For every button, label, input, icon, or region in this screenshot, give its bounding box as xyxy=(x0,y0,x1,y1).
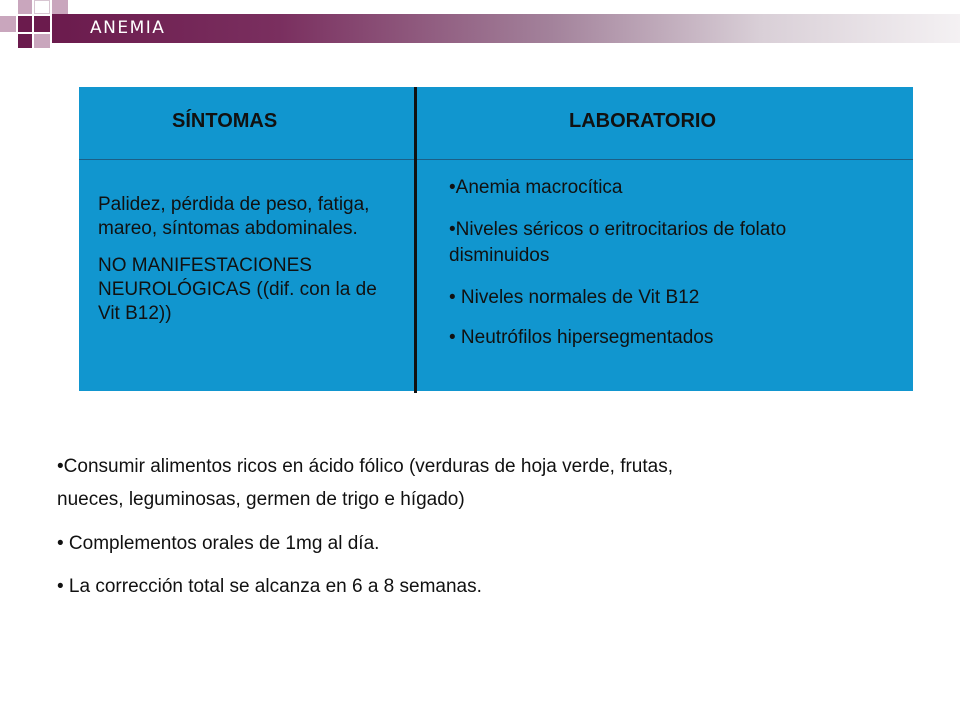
decor-square xyxy=(34,0,50,14)
header-bar xyxy=(52,14,960,43)
decor-square xyxy=(18,16,32,32)
sintomas-text: Palidez, pérdida de peso, fatiga, mareo, síntomas abdominales. xyxy=(98,194,370,239)
lab-item: • Neutrófilos hipersegmentados xyxy=(449,327,714,348)
lab-item: •Anemia macrocítica xyxy=(449,177,623,198)
decor-square xyxy=(18,34,32,48)
lab-item: disminuidos xyxy=(449,245,550,266)
column-divider xyxy=(414,87,417,393)
sintomas-cell xyxy=(98,193,403,339)
lab-item: • Niveles normales de Vit B12 xyxy=(449,287,700,308)
decor-square xyxy=(34,16,50,32)
lab-item: •Niveles séricos o eritrocitarios de folato xyxy=(449,219,787,240)
table-header-sintomas: SÍNTOMAS xyxy=(172,110,278,132)
decor-square xyxy=(0,16,16,32)
note-line: • La corrección total se alcanza en 6 a 8 semanas. xyxy=(57,576,482,597)
decor-square xyxy=(18,0,32,14)
sintomas-text: NO MANIFESTACIONES NEUROLÓGICAS ((dif. con la de Vit B12)) xyxy=(98,255,377,324)
table-header-laboratorio: LABORATORIO xyxy=(569,110,717,132)
note-line: •Consumir alimentos ricos en ácido fólico (verduras de hoja verde, frutas, xyxy=(57,456,673,477)
note-line: • Complementos orales de 1mg al día. xyxy=(57,533,380,554)
header-rule xyxy=(79,159,913,160)
decor-square xyxy=(34,34,50,48)
slide-title: ANEMIA xyxy=(90,18,166,38)
note-line: nueces, leguminosas, germen de trigo e hígado) xyxy=(57,489,465,510)
decor-square xyxy=(52,0,68,14)
